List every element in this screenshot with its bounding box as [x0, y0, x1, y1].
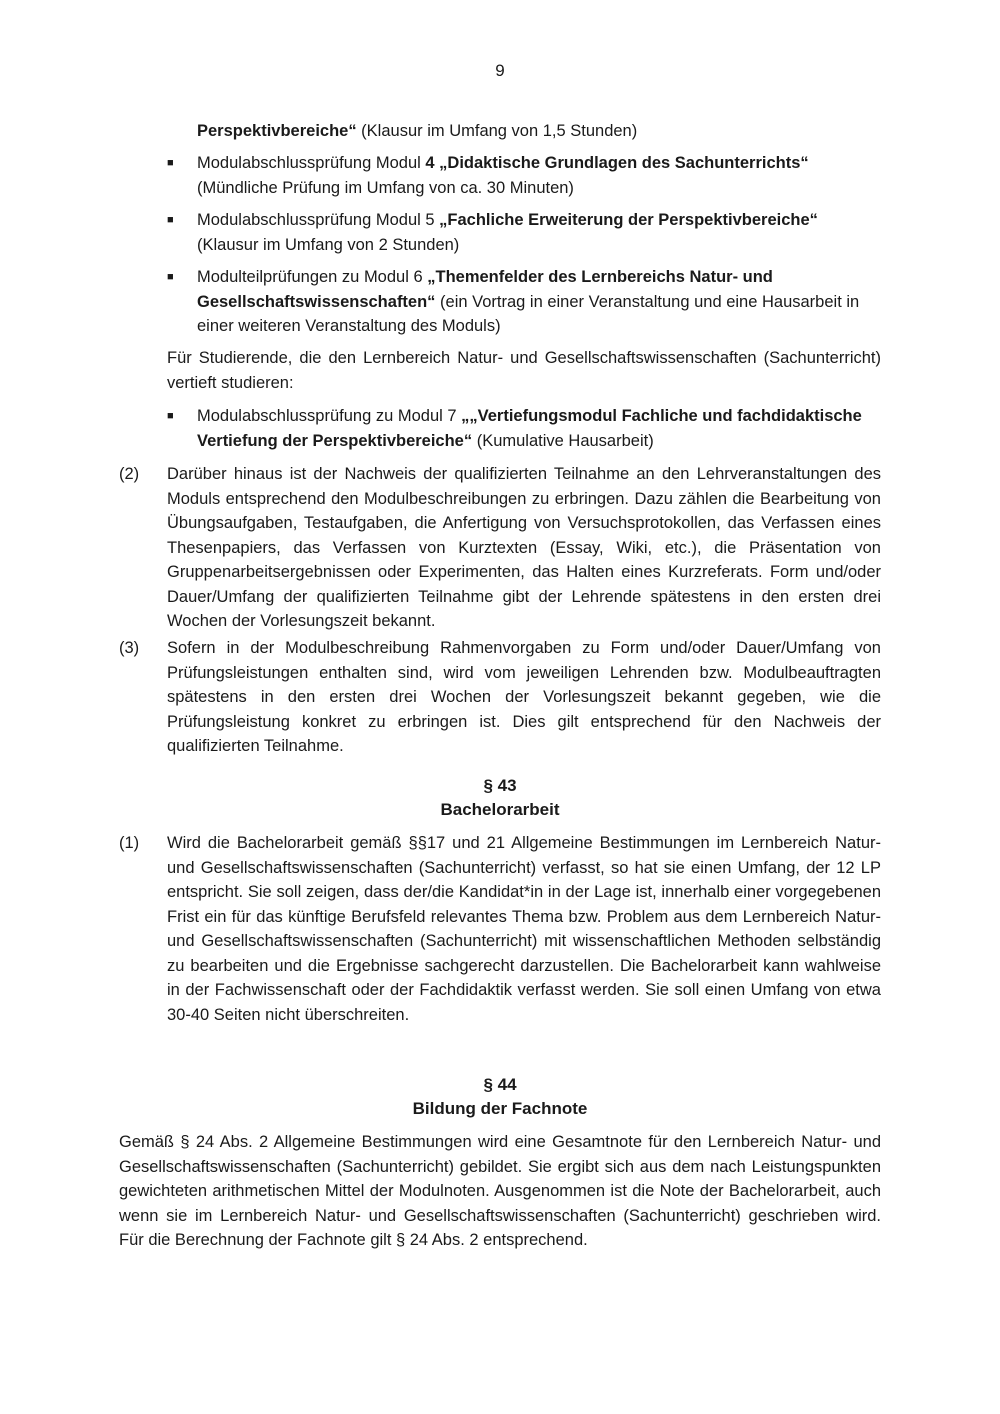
bullet-item-modul4: [197, 151, 877, 200]
bullet-item-bold: 4 „Didaktische Grundlagen des Sachunterrichts“: [425, 154, 809, 172]
continuation-bold: Perspektivbereiche“: [197, 122, 357, 140]
bullet-square-icon: ■: [167, 157, 174, 169]
bullet-item-bold-line2: Gesellschaftswissenschaften“: [197, 292, 436, 311]
section-44-title: Bildung der Fachnote: [412, 1099, 588, 1118]
bullet-item-bold: „Fachliche Erweiterung der Perspektivbereiche“: [439, 211, 818, 229]
bullet-item-bold-line2: Vertiefung der Perspektivbereiche“: [197, 431, 473, 450]
bullet-square-icon: ■: [167, 410, 174, 422]
bullet-item-modul5: [197, 208, 877, 257]
bullet-item-line2: (Klausur im Umfang von 2 Stunden): [197, 235, 460, 254]
fachnote-paragraph: Gemäß § 24 Abs. 2 Allgemeine Bestimmungen wird eine Gesamtnote für den Lernbereich Natur- und Gesellschaftswissenschaften (Sachunterricht) gebildet. Sie ergibt sich aus dem nach Leistungspunkten gewichteten arithmetischen Mittel der Modulnoten. Ausgenommen ist die Note der Bachelorarbeit, auch wenn sie im Lernbereich Natur- und Gesellschaftswissenschaften (Sachunterricht) geschrieben wird. Für die Berechnung der Fachnote gilt § 24 Abs. 2 entsprechend.: [119, 1133, 881, 1249]
bullet-item-line3: einer weiteren Veranstaltung des Moduls): [197, 317, 501, 335]
paragraph-number: (2): [119, 465, 140, 483]
section-43-number: § 43: [483, 776, 517, 795]
continuation-rest: (Klausur im Umfang von 1,5 Stunden): [356, 122, 638, 140]
bullet-item-rest: (ein Vortrag in einer Veranstaltung und eine Hausarbeit in: [435, 292, 860, 311]
bullet-item-bold: „„Vertiefungsmodul Fachliche und fachdidaktische: [461, 407, 862, 425]
intro-vertieft-text: Für Studierende, die den Lernbereich Natur- und Gesellschaftswissenschaften (Sachunterricht) vertieft studieren:: [167, 349, 881, 392]
section-43-title: Bachelorarbeit: [440, 800, 560, 819]
bachelorarbeit-paragraph: Wird die Bachelorarbeit gemäß §§17 und 21 Allgemeine Bestimmungen im Lernbereich Natur- und Gesellschaftswissenschaften (Sachunterricht) verfasst, so hat sie einen Umfang, der 12 LP entspricht. Sie soll zeigen, dass der/die Kandidat*in in der Lage ist, innerhalb einer vorgegebenen Frist ein für das künftige Berufsfeld relevantes Thema bzw. Problem aus dem Lernbereich Natur- und Gesellschaftswissenschaften (Sachunterricht) mit wissenschaftlichen Methoden selbständig zu bearbeiten und die Ergebnisse sachgerecht darzustellen. Die Bachelorarbeit kann wahlweise in der Fachwissenschaft oder der Fachdidaktik verfasst werden. Sie soll einen Umfang von etwa 30-40 Seiten nicht überschreiten.: [167, 834, 881, 1024]
bullet-item-pre: Modulteilprüfungen zu Modul 6: [197, 268, 428, 286]
paragraph-number: (1): [119, 834, 140, 852]
bullet-item-modul7: [197, 404, 877, 453]
bullet-item-modul6: [197, 265, 877, 339]
section-44-number: § 44: [483, 1075, 517, 1094]
bullet-square-icon: ■: [167, 214, 174, 226]
bullet-item-pre: Modulabschlussprüfung zu Modul 7: [197, 407, 462, 425]
bullet-item-rest: (Kumulative Hausarbeit): [472, 431, 654, 450]
continuation-line: [197, 119, 877, 144]
bullet-item-pre: Modulabschlussprüfung Modul 5: [197, 211, 440, 229]
paragraph-number: (3): [119, 639, 140, 657]
page-number: 9: [495, 61, 505, 80]
bullet-item-bold: „Themenfelder des Lernbereichs Natur- und: [427, 268, 773, 286]
paragraph-3-text: Sofern in der Modulbeschreibung Rahmenvorgaben zu Form und/oder Dauer/Umfang von Prüfungsleistungen enthalten sind, wird vom jeweiligen Lehrenden bzw. Modulbeauftragten spätestens in den ersten drei Wochen der Vorlesungszeit bekannt gegeben, wie die Prüfungsleistung konkret zu erbringen ist. Dies gilt entsprechend für den Nachweis der qualifizierten Teilnahme.: [167, 639, 881, 755]
bullet-item-line2: (Mündliche Prüfung im Umfang von ca. 30 Minuten): [197, 178, 574, 197]
paragraph-2-text: Darüber hinaus ist der Nachweis der qualifizierten Teilnahme an den Lehrveranstaltungen des Moduls entsprechend den Modulbeschreibungen zu erbringen. Dazu zählen die Bearbeitung von Übungsaufgaben, Testaufgaben, die Anfertigung von Versuchsprotokollen, das Verfassen eines Thesenpapiers, das Verfassen von Kurztexten (Essay, Wiki, etc.), die Präsentation von Gruppenarbeitsergebnissen oder Experimenten, das Halten eines Kurzreferats. Form und/oder Dauer/Umfang der qualifizierten Teilnahme gibt der Lehrende spätestens in den ersten drei Wochen der Vorlesungszeit bekannt.: [167, 465, 881, 630]
bullet-item-pre: Modulabschlussprüfung Modul: [197, 154, 426, 172]
bullet-square-icon: ■: [167, 271, 174, 283]
